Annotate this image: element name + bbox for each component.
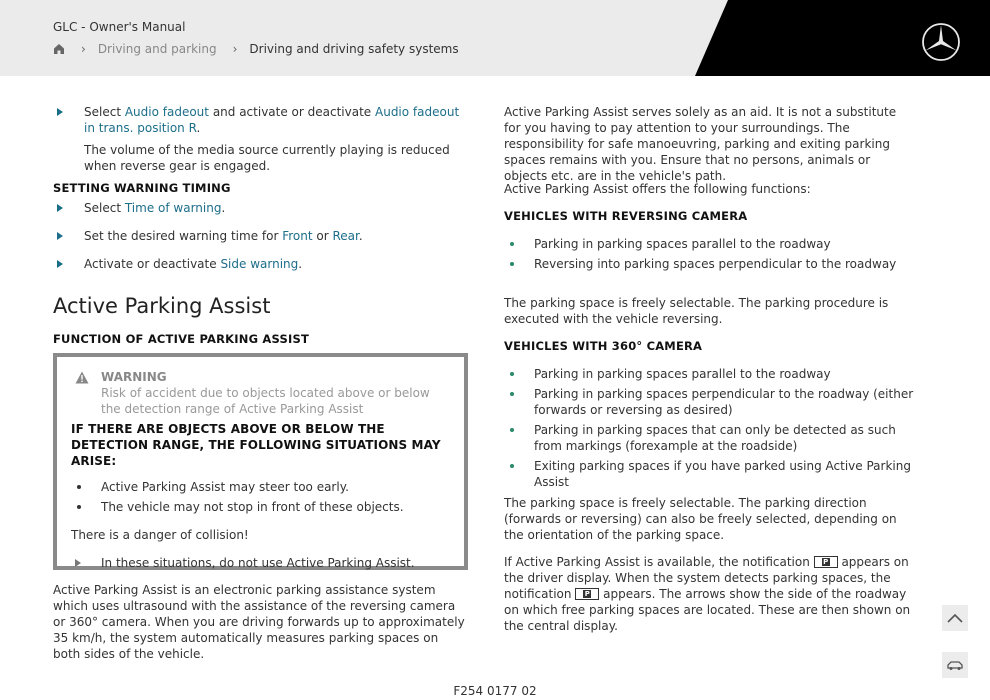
link-time-of-warning[interactable]: Time of warning [124, 201, 222, 215]
step-arrow-icon [57, 204, 63, 212]
camera-360-list [504, 366, 916, 490]
step-arrow-icon [57, 108, 63, 116]
warning-condition: IF THERE ARE OBJECTS ABOVE OR BELOW THE DETECTION RANGE, THE FOLLOWING SITUATIONS MAY ARISE: [71, 422, 441, 468]
link-side-warning[interactable]: Side warning [220, 257, 299, 271]
step-arrow-icon [75, 559, 81, 567]
page-header [0, 0, 990, 76]
reversing-camera-list [504, 236, 916, 272]
breadcrumb [53, 42, 459, 56]
step-time-of-warning: Select Time of warning. [53, 200, 468, 216]
step-side-warning: Activate or deactivate Side warning. [53, 256, 468, 272]
link-audio-fadeout-trans[interactable]: Audio fadeout in trans. position R [84, 105, 460, 135]
camera-360-note: The parking space is freely selectable. The parking direction (forwards or reversing) can also be freely selected, depending on the orientation of the parking space. [504, 496, 897, 542]
list-item: Parking in parking spaces that can only be detected as such from markings (forexample at the roadside) [504, 422, 916, 454]
warning-action: In these situations, do not use Active Parking Assist. [71, 555, 450, 571]
list-item: Active Parking Assist may steer too early. [71, 479, 450, 495]
reversing-note: The parking space is freely selectable. The parking procedure is executed with the vehicle reversing. [504, 296, 889, 326]
heading-360-camera: VEHICLES WITH 360° CAMERA [504, 339, 703, 353]
step-result: The volume of the media source currently playing is reduced when reverse gear is engaged. [84, 143, 450, 173]
home-icon[interactable] [53, 43, 65, 55]
link-audio-fadeout[interactable]: Audio fadeout [124, 105, 209, 119]
heading-reversing-camera: VEHICLES WITH REVERSING CAMERA [504, 209, 748, 223]
list-item: Parking in parking spaces parallel to the roadway [504, 366, 916, 382]
heading-function: FUNCTION OF ACTIVE PARKING ASSIST [53, 332, 309, 346]
vehicle-button[interactable] [942, 652, 968, 678]
step-arrow-icon [57, 232, 63, 240]
step-audio-fadeout: Select Audio fadeout and activate or deactivate Audio fadeout in trans. position R. [53, 104, 468, 136]
chevron-up-icon [947, 613, 963, 623]
warning-box [53, 353, 468, 570]
link-front[interactable]: Front [282, 229, 313, 243]
link-rear[interactable]: Rear [332, 229, 359, 243]
chevron-right-icon: › [232, 42, 238, 56]
vehicle-icon [946, 659, 964, 671]
scroll-top-button[interactable] [942, 605, 968, 631]
list-item: Exiting parking spaces if you have parked using Active Parking Assist [504, 458, 916, 490]
breadcrumb-current: Driving and driving safety systems [249, 42, 459, 56]
notification-paragraph: If Active Parking Assist is available, the notification P appears on the driver display. When the system detects parking spaces, the notification P appears. The arrows show the side of the roadway on which free parking spaces are located. These are then shown on the central display. [504, 555, 911, 633]
intro-paragraph: Active Parking Assist is an electronic parking assistance system which uses ultrasound with the assistance of the reversing camera or 360° camera. When you are driving forwards up to approximately 35 km/h, the system automatically measures parking spaces on both sides of the vehicle. [53, 583, 465, 661]
figure-code: F254 0177 02 [453, 684, 537, 698]
list-item: Parking in parking spaces parallel to the roadway [504, 236, 916, 252]
section-title: Active Parking Assist [53, 294, 271, 318]
warning-danger: There is a danger of collision! [71, 528, 249, 542]
warning-description: Risk of accident due to objects located above or below the detection range of Active Parking Assist [101, 386, 430, 416]
warning-title: WARNING [101, 370, 167, 384]
breadcrumb-link-driving-parking[interactable]: Driving and parking [97, 42, 217, 56]
step-warning-time: Set the desired warning time for Front or Rear. [53, 228, 468, 244]
list-item: Reversing into parking spaces perpendicular to the roadway [504, 256, 916, 272]
functions-intro: Active Parking Assist offers the following functions: [504, 182, 811, 196]
warning-triangle-icon [75, 371, 89, 384]
heading-warning-timing: SETTING WARNING TIMING [53, 181, 231, 195]
list-item: Parking in parking spaces perpendicular to the roadway (either forwards or reversing as desired) [504, 386, 916, 418]
aid-paragraph: Active Parking Assist serves solely as an aid. It is not a substitute for you having to pay attention to your surroundings. The responsibility for safe manoeuvring, parking and exiting parking spaces remains with you. Ensure that no persons, animals or objects etc. are in the vehicle's path. [504, 105, 897, 183]
mercedes-star-logo[interactable] [921, 22, 961, 62]
chevron-right-icon: › [81, 42, 86, 56]
manual-title: GLC - Owner's Manual [53, 20, 186, 34]
list-item: The vehicle may not stop in front of these objects. [71, 499, 450, 515]
parking-notification-icon: P [814, 556, 838, 568]
warning-header [71, 369, 450, 417]
parking-space-detected-icon: P [575, 588, 599, 600]
warning-bullets [71, 479, 450, 515]
step-arrow-icon [57, 260, 63, 268]
